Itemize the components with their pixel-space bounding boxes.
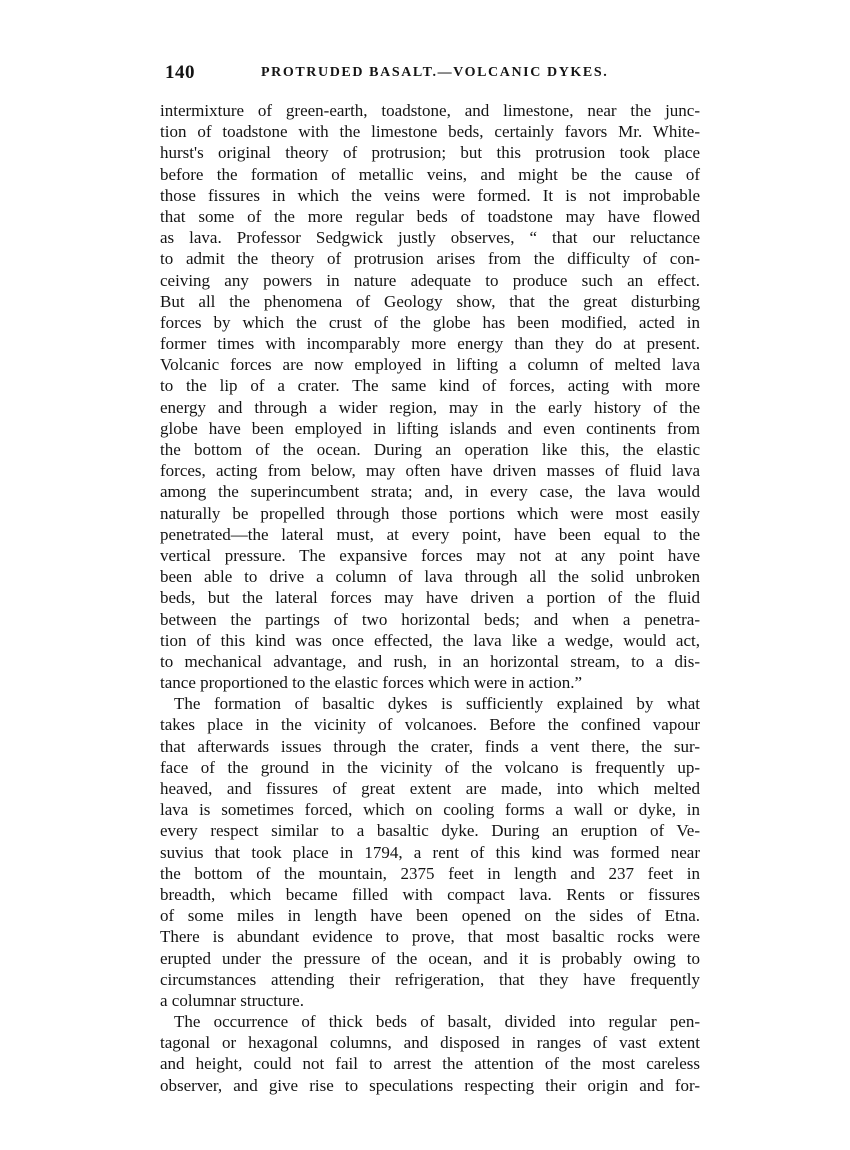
text-line: to the lip of a crater. The same kind of forces, acting with more <box>160 376 700 396</box>
paragraph-first-line: The formation of basaltic dykes is sufficiently explained by what <box>174 694 700 714</box>
text-line: ceiving any powers in nature adequate to produce such an effect. <box>160 270 700 290</box>
text-line: and height, could not fail to arrest the attention of the most careless <box>160 1054 700 1074</box>
text-line: those fissures in which the veins were formed. It is not improbable <box>160 185 700 205</box>
text-line: takes place in the vicinity of volcanoes. Before the confined vapour <box>160 715 700 735</box>
text-line: tion of toadstone with the limestone beds, certainly favors Mr. White- <box>160 122 700 142</box>
text-line: to admit the theory of protrusion arises from the difficulty of con- <box>160 249 700 269</box>
text-line: globe have been employed in lifting islands and even continents from <box>160 418 700 438</box>
text-line: tagonal or hexagonal columns, and disposed in ranges of vast extent <box>160 1033 700 1053</box>
text-line: former times with incomparably more energy than they do at present. <box>160 334 700 354</box>
text-line: Volcanic forces are now employed in lifting a column of melted lava <box>160 355 700 375</box>
text-line: as lava. Professor Sedgwick justly observes, “ that our reluctance <box>160 228 700 248</box>
text-line: forces by which the crust of the globe has been modified, acted in <box>160 312 700 332</box>
text-line: the bottom of the ocean. During an operation like this, the elastic <box>160 440 700 459</box>
text-line: before the formation of metallic veins, and might be the cause of <box>160 164 700 184</box>
text-line: the bottom of the mountain, 2375 feet in length and 237 feet in <box>160 863 700 883</box>
text-line: observer, and give rise to speculations respecting their origin and for- <box>160 1075 700 1095</box>
text-line: been able to drive a column of lava through all the solid unbroken <box>160 567 700 587</box>
text-line: between the partings of two horizontal beds; and when a penetra- <box>160 609 700 629</box>
body-text <box>160 100 700 1096</box>
text-line: naturally be propelled through those portions which were most easily <box>160 503 700 523</box>
text-line: erupted under the pressure of the ocean, and it is probably owing to <box>160 948 700 968</box>
text-line: among the superincumbent strata; and, in every case, the lava would <box>160 482 700 502</box>
text-line: penetrated—the lateral must, at every point, have been equal to the <box>160 524 700 544</box>
page-number: 140 <box>165 62 195 83</box>
text-line: face of the ground in the vicinity of the volcano is frequently up- <box>160 757 700 777</box>
text-line: that afterwards issues through the crater, finds a vent there, the sur- <box>160 736 700 756</box>
text-line: beds, but the lateral forces may have driven a portion of the fluid <box>160 588 700 608</box>
text-line: breadth, which became filled with compact lava. Rents or fissures <box>160 884 700 904</box>
text-line: But all the phenomena of Geology show, that the great disturbing <box>160 291 700 311</box>
text-line: tion of this kind was once effected, the lava like a wedge, would act, <box>160 630 700 650</box>
text-line: tance proportioned to the elastic forces which were in action.” <box>160 673 582 693</box>
text-line: vertical pressure. The expansive forces may not at any point have <box>160 545 700 565</box>
text-line: circumstances attending their refrigeration, that they have frequently <box>160 969 700 989</box>
text-line: energy and through a wider region, may in the early history of the <box>160 397 700 417</box>
text-line: every respect similar to a basaltic dyke. During an eruption of Ve- <box>160 821 700 841</box>
text-line: hurst's original theory of protrusion; but this protrusion took place <box>160 143 700 163</box>
text-line: There is abundant evidence to prove, that most basaltic rocks were <box>160 927 700 947</box>
running-head: PROTRUDED BASALT.—VOLCANIC DYKES. <box>261 65 609 80</box>
text-line: intermixture of green-earth, toadstone, and limestone, near the junc- <box>160 101 700 120</box>
paragraph-first-line: The occurrence of thick beds of basalt, divided into regular pen- <box>174 1012 700 1032</box>
text-line: heaved, and fissures of great extent are made, into which melted <box>160 779 700 798</box>
page-header <box>165 62 715 86</box>
text-line: a columnar structure. <box>160 990 304 1010</box>
text-line: that some of the more regular beds of toadstone may have flowed <box>160 206 700 226</box>
text-line: to mechanical advantage, and rush, in an horizontal stream, to a dis- <box>160 651 700 671</box>
text-line: lava is sometimes forced, which on cooling forms a wall or dyke, in <box>160 800 700 820</box>
text-line: of some miles in length have been opened on the sides of Etna. <box>160 906 700 926</box>
text-line: forces, acting from below, may often have driven masses of fluid lava <box>160 461 700 481</box>
text-line: suvius that took place in 1794, a rent of this kind was formed near <box>160 842 700 862</box>
